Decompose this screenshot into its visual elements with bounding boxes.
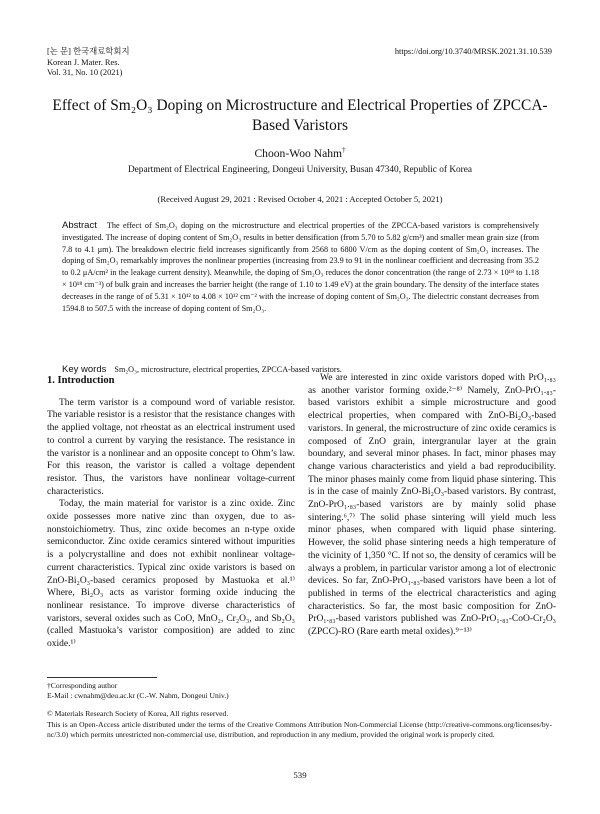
corresponding-author-note: †Corresponding author (47, 681, 118, 690)
abstract-text: The effect of Sm₂O₃ doping on the microstructure and electrical properties of the ZPCCA-based varistors is comprehensively investigated. The increase of doping content of Sm₂O₃ results in better densification (from 5.70 to 5.82 g/cm³) and smaller mean grain size (from 7.8 to 4.1 μm). The breakdown electric field increases significantly from 2568 to 6800 V/cm as the doping content of Sm₂O₃ increases. The doping of Sm₂O₃ remarkably improves the nonlinear properties (increasing from 23.9 to 91 in the nonlinear coefficient and decreasing from 35.2 to 0.2 μA/cm² in the leakage current density). Meanwhile, the doping of Sm₂O₃ reduces the donor concentration (the range of 2.73 × 10¹⁸ to 1.18 × 10¹⁸ cm⁻³) of bulk grain and increases the barrier height (the range of 1.10 to 1.49 eV) at the grain boundary. The density of the interface states decreases in the range of of 5.31 × 10¹² to 4.08 × 10¹² cm⁻² with the increase of doping content of Sm₂O₃. The dielectric constant decreases from 1594.8 to 507.5 with the increase of doping content of Sm₂O₃. (62, 221, 539, 313)
journal-name-korean: [논 문] 한국재료학회지 (47, 47, 130, 56)
page-number: 539 (293, 770, 307, 780)
license-note: This is an Open-Access article distributed under the terms of the Creative Commons Attribution Non-Commercial License (http://creative-commons.org/licenses/by-nc/3.0) which permits unrestricted non-commercial use, distribution, and reproduction in any medium, provided the original work is properly cited. (47, 719, 552, 740)
abstract (62, 220, 539, 314)
left-column (47, 372, 295, 651)
keywords-label: Key words (62, 364, 107, 375)
journal-name-english: Korean J. Mater. Res. (47, 57, 120, 67)
paragraph: Today, the main material for varistor is a zinc oxide. Zinc oxide possesses more native zinc than oxygen, due to as-nonstoichiometry. Thus, zinc oxide becomes an n-type oxide semiconductor. Zinc oxide ceramics sintered without impurities is a polycrystalline and does not exhibit nonlinear voltage-current characteristics. Typical zinc oxide varistors is based on ZnO-Bi₂O₃-based ceramics proposed by Mastuoka et al.¹⁾ Where, Bi₂O₃ acts as varistor forming oxide inducing the nonlinear resistance. To improve diverse characteristics of varistors, several oxides such as CoO, MnO₂, Cr₂O₃, and Sb₂O₃ (called Mastuoka’s varistor composition) are added to zinc oxide.¹⁾ (47, 499, 295, 650)
author-name: Choon-Woo Nahm (254, 147, 343, 160)
abstract-label: Abstract (62, 220, 97, 231)
paper-title: Effect of Sm₂O₃ Doping on Microstructure and Electrical Properties of ZPCCA-Based Varistors (52, 97, 548, 134)
corresponding-mark: † (342, 146, 346, 155)
author-line (0, 147, 600, 160)
journal-header (47, 47, 130, 79)
affiliation: Department of Electrical Engineering, Dongeui University, Busan 47340, Republic of Korea (127, 165, 473, 175)
footnote-license (47, 709, 552, 741)
paragraph: We are interested in zinc oxide varistors doped with PrO₁.₈₃ as another varistor forming oxide.²⁻⁸⁾ Namely, ZnO-PrO₁.₈₃-based varistors exhibit a simple microstructure and good electrical properties, when compared with ZnO-Bi₂O₃-based varistors. In general, the microstructure of zinc oxide ceramics is composed of ZnO grain, intergranular layer at the grain boundary, and several minor phases. In fact, minor phases may change various characteristics and yield a bad reproducibility. The minor phases mainly come from liquid phase sintering. This is in the case of mainly ZnO-Bi₂O₃-based varistors. By contrast, ZnO-PrO₁.₈₃-based varistors are by mainly solid phase sintering.⁶,⁷⁾ The solid phase sintering will yield much less minor phases, when compared with liquid phase sintering. However, the solid phase sintering needs a high temperature of the vicinity of 1,350 °C. If not so, the density of ceramics will be always a problem, in particular varistor among a lot of electronic devices. So far, ZnO-PrO₁.₈₃-based varistors have been a lot of published in terms of the electrical characteristics and aging characteristics. So far, the most basic composition for ZnO-PrO₁.₈₃-based varistors published was ZnO-PrO₁.₈₃-CoO-Cr₂O₃ (ZPCC)-RO (Rare earth metal oxides).⁹⁻¹³⁾ (308, 373, 556, 638)
footnote-rule (47, 677, 157, 678)
paragraph: The term varistor is a compound word of variable resistor. The variable resistor is a resistor that the resistance changes with the applied voltage, not rheostat as an electrical instrument used to control a current by varying the resistance. The resistance in the varistor is a nonlinear and an opposite concept to Ohm’s law. For this reason, the varistor is called a voltage dependent resistor. Thus, the varistors have nonlinear voltage-current characteristics. (47, 397, 295, 497)
right-column (308, 372, 556, 639)
copyright-note: © Materials Research Society of Korea, All rights reserved. (47, 709, 229, 718)
received-dates: (Received August 29, 2021 : Revised October 4, 2021 : Accepted October 5, 2021) (157, 194, 443, 204)
doi-link[interactable]: https://doi.org/10.3740/MRSK.2021.31.10.539 (394, 47, 552, 56)
corresponding-email: E-Mail : cwnahm@deu.ac.kr (C.-W. Nahm, Dongeui Univ.) (47, 691, 229, 701)
section-heading: 1. Introduction (47, 375, 115, 386)
journal-volume: Vol. 31, No. 10 (2021) (47, 68, 123, 78)
footnote-corresponding (47, 681, 552, 702)
keywords-text: Sm₂O₃, microstructure, electrical properties, ZPCCA-based varistors. (114, 365, 342, 374)
